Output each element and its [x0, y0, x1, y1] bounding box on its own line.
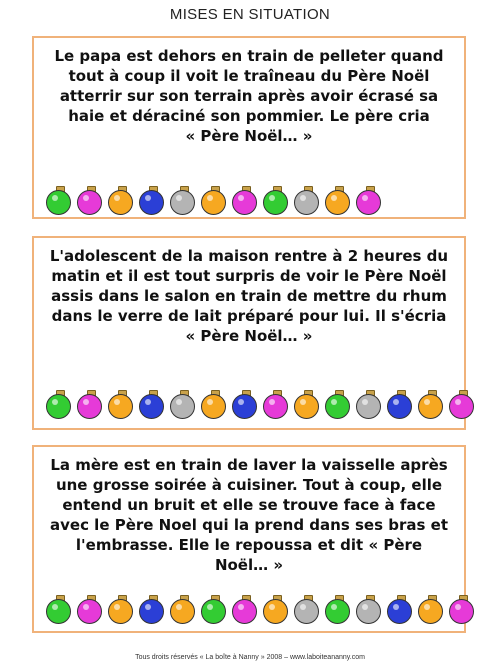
ornament-ball-icon: [418, 595, 445, 625]
text-line: atterrir sur son terrain après avoir écrasé sa: [59, 87, 439, 105]
ornament-row: [46, 186, 383, 216]
ornament-ball-icon: [170, 595, 197, 625]
ornament-ball-icon: [294, 186, 321, 216]
text-line: dans le verre de lait préparé pour lui. Il s'écria: [51, 307, 447, 325]
page-title: MISES EN SITUATION: [169, 6, 331, 23]
ornament-ball-icon: [449, 390, 476, 420]
ornament-ball-icon: [325, 595, 352, 625]
ornament-ball-icon: [108, 595, 135, 625]
ornament-ball-icon: [294, 595, 321, 625]
ornament-ball-icon: [387, 595, 414, 625]
ornament-ball-icon: [294, 390, 321, 420]
ornament-ball-icon: [201, 595, 228, 625]
ornament-ball-icon: [356, 595, 383, 625]
ornament-ball-icon: [232, 186, 259, 216]
ornament-ball-icon: [325, 390, 352, 420]
ornament-ball-icon: [77, 595, 104, 625]
text-line: assis dans le salon en train de mettre du rhum: [51, 287, 447, 305]
ornament-ball-icon: [108, 186, 135, 216]
ornament-ball-icon: [232, 390, 259, 420]
text-line: La mère est en train de laver la vaisselle après: [50, 456, 448, 474]
ornament-ball-icon: [418, 390, 445, 420]
ornament-ball-icon: [46, 390, 73, 420]
ornament-row: [46, 595, 476, 625]
ornament-ball-icon: [356, 390, 383, 420]
text-line: Le papa est dehors en train de pelleter quand: [54, 47, 444, 65]
scenario-text: [40, 246, 458, 346]
ornament-ball-icon: [77, 186, 104, 216]
ornament-ball-icon: [139, 390, 166, 420]
ornament-ball-icon: [263, 595, 290, 625]
ornament-ball-icon: [356, 186, 383, 216]
scenario-card-1: [32, 36, 466, 219]
text-line: L'adolescent de la maison rentre à 2 heures du: [49, 247, 449, 265]
text-line: tout à coup il voit le traîneau du Père Noël: [68, 67, 430, 85]
ornament-ball-icon: [108, 390, 135, 420]
text-line: une grosse soirée à cuisiner. Tout à coup, elle: [55, 476, 443, 494]
text-line: « Père Noël… »: [185, 127, 313, 145]
text-line: l'embrasse. Elle le repoussa et dit « Père: [75, 536, 423, 554]
ornament-ball-icon: [449, 595, 476, 625]
ornament-ball-icon: [263, 390, 290, 420]
ornament-ball-icon: [232, 595, 259, 625]
text-line: entend un bruit et elle se trouve face à face: [62, 496, 436, 514]
ornament-ball-icon: [46, 595, 73, 625]
copyright-footer: Tous droits réservés « La boîte à Nanny » 2008 – www.laboiteananny.com: [135, 654, 365, 661]
scenario-card-3: [32, 445, 466, 633]
ornament-ball-icon: [46, 186, 73, 216]
text-line: « Père Noël… »: [185, 327, 313, 345]
text-line: matin et il est tout surpris de voir le Père Noël: [51, 267, 447, 285]
ornament-ball-icon: [387, 390, 414, 420]
ornament-ball-icon: [77, 390, 104, 420]
ornament-ball-icon: [201, 186, 228, 216]
ornament-ball-icon: [201, 390, 228, 420]
scenario-text: [40, 455, 458, 575]
ornament-ball-icon: [139, 186, 166, 216]
ornament-ball-icon: [325, 186, 352, 216]
text-line: avec le Père Noel qui la prend dans ses bras et: [50, 516, 448, 534]
text-line: Noël… »: [214, 556, 284, 574]
ornament-ball-icon: [263, 186, 290, 216]
ornament-ball-icon: [170, 186, 197, 216]
ornament-ball-icon: [139, 595, 166, 625]
scenario-text: [40, 46, 458, 146]
ornament-ball-icon: [170, 390, 197, 420]
text-line: haie et déraciné son pommier. Le père cria: [68, 107, 430, 125]
ornament-row: [46, 390, 476, 420]
scenario-card-2: [32, 236, 466, 430]
